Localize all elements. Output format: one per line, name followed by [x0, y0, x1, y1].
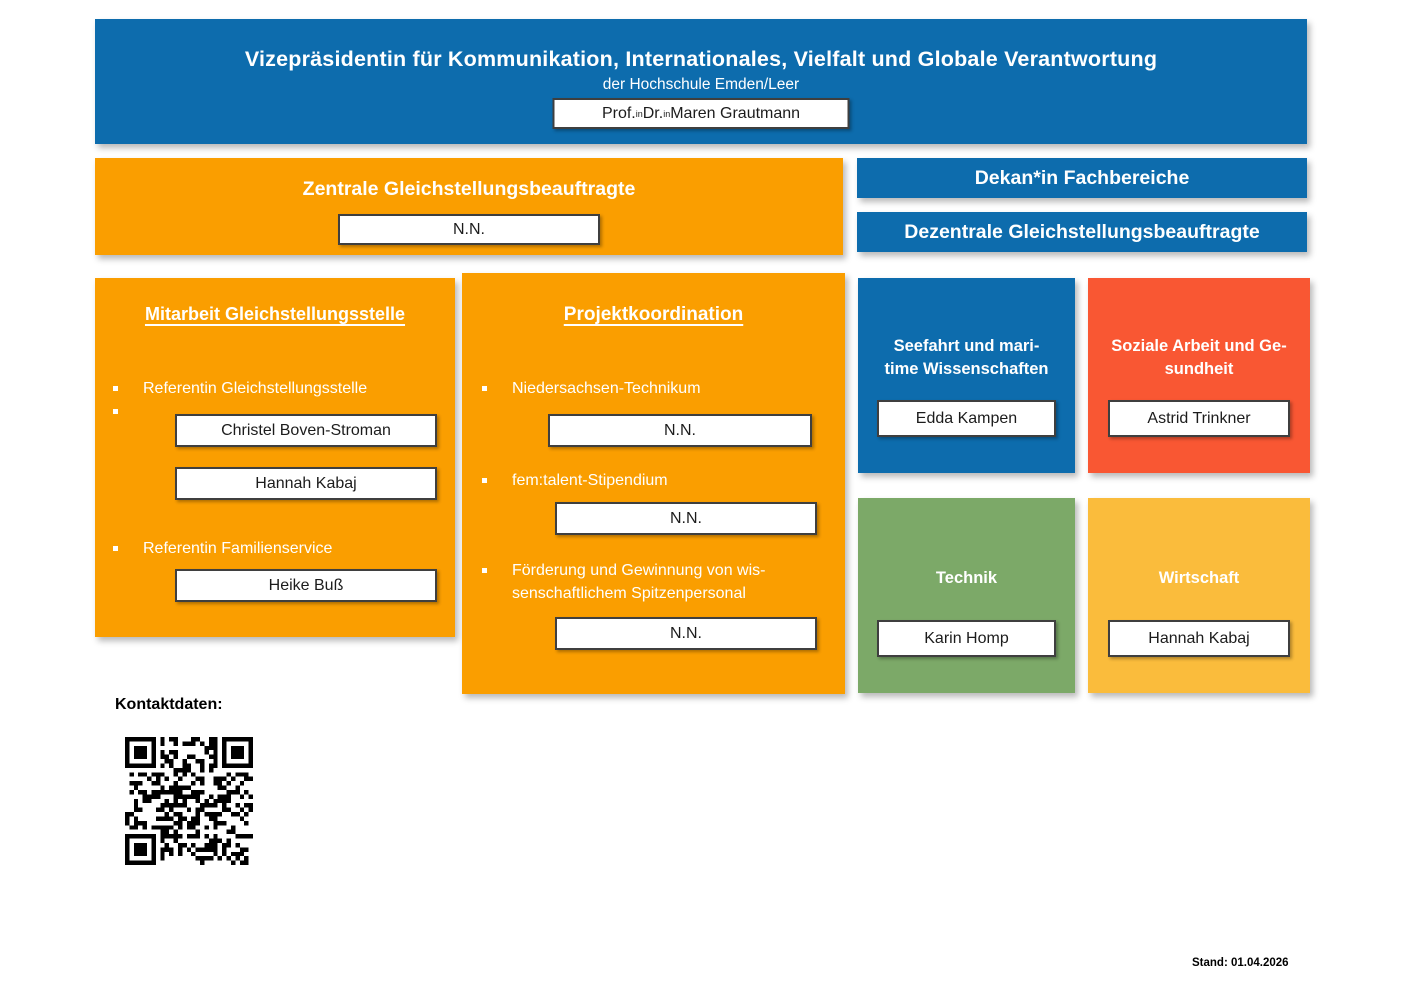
projekt-name-1: N.N.	[548, 414, 812, 447]
mitarbeit-bullet-1	[113, 377, 445, 400]
projekt-title: Projektkoordination	[563, 304, 744, 325]
kontaktdaten-label: Kontaktdaten:	[115, 696, 223, 713]
zentrale-name-box: N.N.	[338, 214, 600, 245]
qr-code	[125, 737, 253, 865]
fachbereich-soziale-line1: Soziale Arbeit und Ge-	[1111, 337, 1287, 355]
dekanin-label: Dekan*in Fachbereiche	[974, 166, 1190, 189]
projekt-bullet-1	[482, 377, 835, 400]
zentrale-title: Zentrale Gleichstellungsbeauftragte	[302, 178, 636, 200]
fachbereich-wirtschaft-line1: Wirtschaft	[1158, 568, 1240, 587]
bullet-icon	[113, 409, 118, 414]
mitarbeit-box	[95, 278, 455, 637]
vp-banner	[95, 19, 1307, 144]
projekt-name-3: N.N.	[555, 617, 817, 650]
zentrale-box	[95, 158, 843, 255]
dezentrale-label: Dezentrale Gleichstellungsbeauftragte	[904, 220, 1260, 243]
fachbereich-soziale-label	[1094, 322, 1304, 394]
fachbereich-soziale-box	[1088, 278, 1310, 473]
vp-name-part: Prof.	[601, 104, 636, 122]
vp-title-line2: der Hochschule Emden/Leer	[602, 76, 800, 93]
vp-name-box: Prof. in Dr. in Maren Grautmann	[553, 98, 850, 129]
projekt-bullet-3	[482, 559, 837, 605]
fachbereich-soziale-line2: sundheit	[1164, 360, 1234, 378]
projekt-bullet-3-label	[487, 559, 765, 605]
vp-name-part: Maren Grautmann	[670, 104, 801, 122]
fachbereich-seefahrt-box	[858, 278, 1075, 473]
vp-name-part: Dr.	[642, 104, 664, 122]
fachbereich-technik-label	[864, 542, 1069, 614]
projekt-bullet-2	[482, 469, 835, 492]
mitarbeit-bullet-2-label: Referentin Familienservice	[143, 540, 333, 557]
projekt-name-2: N.N.	[555, 502, 817, 535]
mitarbeit-name-2: Hannah Kabaj	[175, 467, 437, 500]
mitarbeit-bullet-empty	[113, 400, 118, 414]
mitarbeit-bullet-2	[113, 537, 445, 560]
projekt-bullet-1-label: Niedersachsen-Technikum	[512, 380, 701, 397]
fachbereich-wirtschaft-label	[1094, 542, 1304, 614]
mitarbeit-bullet-1-label: Referentin Gleichstellungsstelle	[143, 380, 368, 397]
fachbereich-seefahrt-label	[864, 322, 1069, 394]
stand-date: Stand: 01.04.2026	[1192, 957, 1289, 969]
fachbereich-technik-name: Karin Homp	[877, 620, 1056, 657]
fachbereich-seefahrt-name: Edda Kampen	[877, 400, 1056, 437]
vp-title-line1: Vizepräsidentin für Kommunikation, Internationales, Vielfalt und Globale Verantwortung	[244, 47, 1158, 71]
fachbereich-technik-line1: Technik	[935, 568, 998, 587]
projekt-bullet-3-line2: senschaftlichem Spitzenpersonal	[512, 585, 746, 602]
mitarbeit-name-1: Christel Boven-Stroman	[175, 414, 437, 447]
mitarbeit-title: Mitarbeit Gleichstellungsstelle	[144, 304, 406, 324]
dekanin-box	[857, 158, 1307, 198]
fachbereich-wirtschaft-name: Hannah Kabaj	[1108, 620, 1290, 657]
fachbereich-technik-box	[858, 498, 1075, 693]
dezentrale-box	[857, 212, 1307, 252]
projekt-bullet-2-label: fem:talent-Stipendium	[512, 472, 668, 489]
projekt-box	[462, 273, 845, 694]
fachbereich-seefahrt-line1: Seefahrt und mari-	[893, 337, 1040, 355]
fachbereich-seefahrt-line2: time Wissenschaften	[884, 360, 1049, 378]
fachbereich-soziale-name: Astrid Trinkner	[1108, 400, 1290, 437]
mitarbeit-name-3: Heike Buß	[175, 569, 437, 602]
projekt-bullet-3-line1: Förderung und Gewinnung von wis-	[512, 562, 766, 579]
fachbereich-wirtschaft-box	[1088, 498, 1310, 693]
